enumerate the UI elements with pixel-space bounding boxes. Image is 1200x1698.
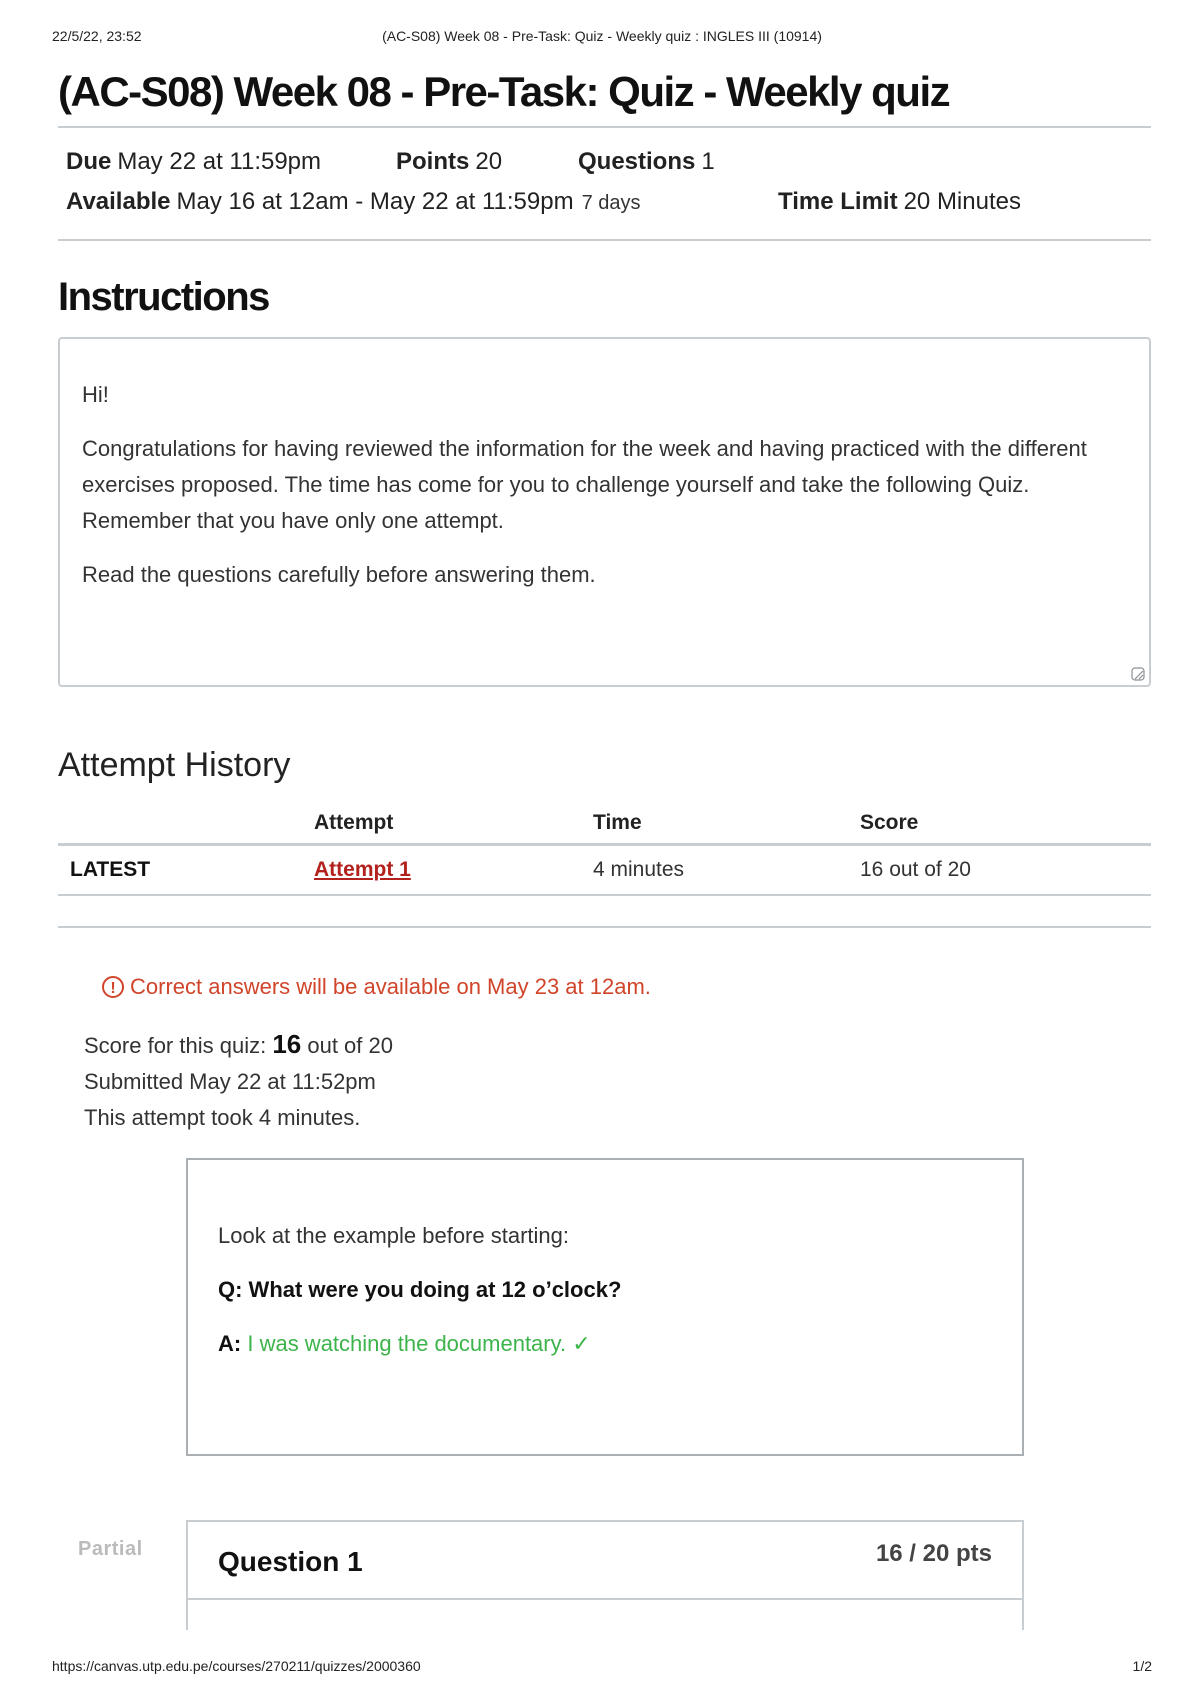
available-value: May 16 at 12am - May 22 at 11:59pm [176,188,574,215]
notice-text: Correct answers will be available on May 23 at 12am. [130,974,651,999]
print-page-number: 1/2 [1132,1658,1152,1674]
duration-line: This attempt took 4 minutes. [84,1105,361,1130]
warning-icon: ! [102,976,124,998]
due-value: May 22 at 11:59pm [117,148,322,175]
example-answer-text: I was watching the documentary. ✓ [247,1331,591,1356]
instructions-paragraph: Read the questions carefully before answering them. [82,562,596,587]
example-answer [218,1328,992,1360]
print-header [52,28,1152,48]
example-intro: Look at the example before starting: [218,1223,569,1248]
table-row [58,845,1151,896]
table-header-row [58,805,1151,845]
instructions-paragraph: Hi! [82,382,109,407]
print-footer [52,1658,1152,1678]
question-section [58,1520,1151,1640]
column-header-attempt: Attempt [302,805,581,845]
main-content [58,62,1151,1640]
example-box [186,1158,1024,1456]
questions-label: Questions [578,148,696,175]
questions-value: 1 [701,148,715,175]
question-points: 16 / 20 pts [875,1540,992,1567]
question-card [186,1520,1024,1630]
divider [58,239,1151,241]
questions-info [578,142,715,182]
example-answer-label: A: [218,1331,242,1356]
available-info [66,182,778,223]
available-label: Available [66,188,171,215]
print-timestamp: 22/5/22, 23:52 [52,28,142,44]
attempt-time: 4 minutes [581,845,848,896]
score-line [84,1026,1151,1064]
quiz-title: (AC-S08) Week 08 - Pre-Task: Quiz - Weekly quiz [58,68,950,115]
attempt-history-table [58,805,1151,928]
time-limit-info [778,182,1021,222]
column-header [58,805,302,845]
due-info [66,142,396,182]
example-question: Q: What were you doing at 12 o’clock? [218,1277,622,1302]
points-label: Points [396,148,470,175]
instructions-paragraph: Congratulations for having reviewed the information for the week and having practiced with the different exercises proposed. The time has come for you to challenge yourself and take the following Quiz. Remember that you have only one attempt. [82,436,1087,533]
partial-status-tag: Partial [78,1538,143,1560]
quiz-details [58,128,1151,239]
attempt-link[interactable]: Attempt 1 [314,858,411,881]
attempt-score: 16 out of 20 [848,845,1151,896]
instructions-heading: Instructions [58,275,269,319]
points-info [396,142,578,182]
score-suffix: out of 20 [301,1033,393,1058]
question-header [188,1522,1022,1600]
table-spacer-row [58,895,1151,927]
score-prefix: Score for this quiz: [84,1033,273,1058]
available-days: 7 days [581,192,641,214]
time-limit-value: 20 Minutes [903,188,1021,215]
quiz-summary [84,1026,1151,1136]
question-title: Question 1 [218,1546,363,1577]
score-value: 16 [272,1029,302,1059]
submitted-line: Submitted May 22 at 11:52pm [84,1069,376,1094]
latest-tag: LATEST [58,845,302,896]
column-header-score: Score [848,805,1151,845]
due-label: Due [66,148,112,175]
column-header-time: Time [581,805,848,845]
time-limit-label: Time Limit [778,188,898,215]
print-page-title: (AC-S08) Week 08 - Pre-Task: Quiz - Weekly quiz : INGLES III (10914) [382,28,822,44]
answers-availability-notice [102,974,1151,1000]
resize-handle-icon[interactable] [1131,667,1145,681]
attempt-history-heading: Attempt History [58,746,291,784]
print-url: https://canvas.utp.edu.pe/courses/270211/quizzes/2000360 [52,1658,421,1674]
instructions-box[interactable] [58,337,1151,687]
points-value: 20 [475,148,503,175]
